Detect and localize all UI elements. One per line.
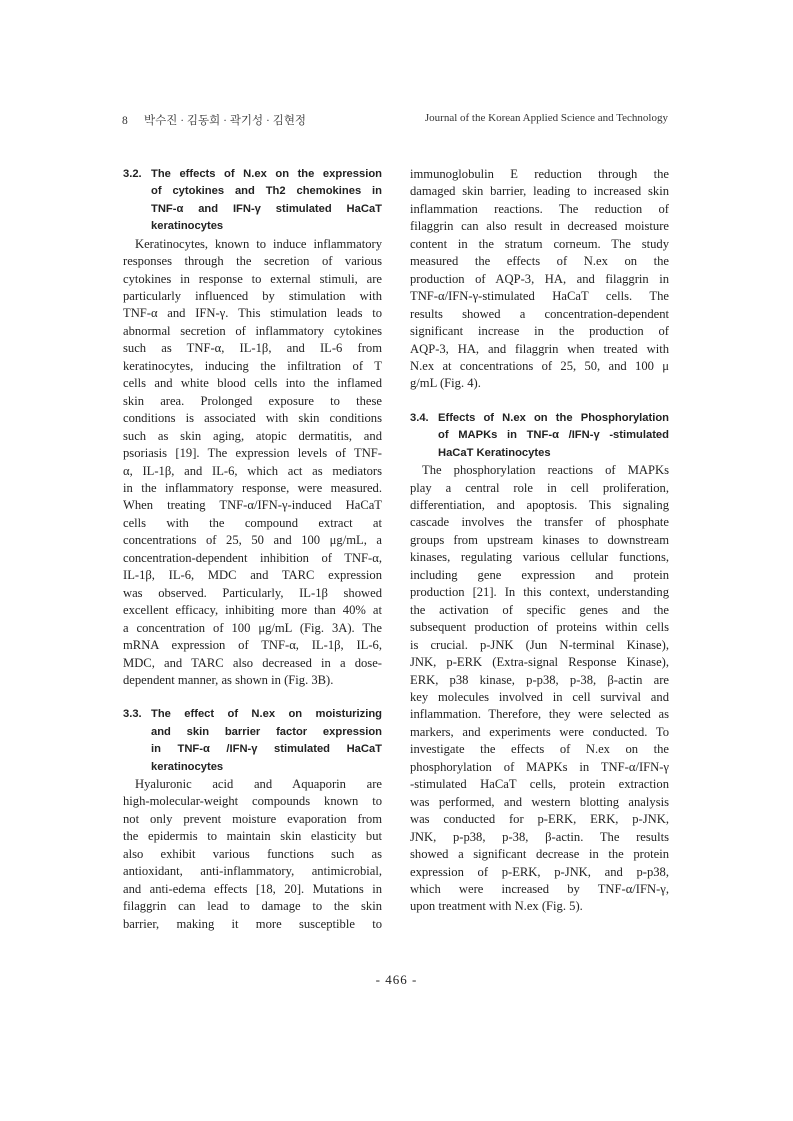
heading-line: The effect of N.ex on moisturizing — [151, 708, 382, 721]
text-line: IL-1β, IL-6, MDC and TARC expression — [123, 568, 382, 583]
text-line: play a central role in cell proliferation, — [410, 480, 669, 495]
text-line: N.ex at concentrations of 25, 50, and 100 μ — [410, 358, 669, 373]
text-line: showed a significant decrease in the protein — [410, 847, 669, 862]
text-line: conditions is associated with skin conditions — [123, 411, 382, 426]
text-line: significant increase in the production of — [410, 324, 669, 339]
text-line: JNK, p-ERK (Extra-signal Response Kinase), — [410, 655, 669, 670]
heading-line: keratinocytes — [151, 760, 224, 773]
text-line: differentiation, and apoptosis. This signaling — [410, 498, 669, 513]
text-line: investigate the effects of N.ex on the — [410, 742, 669, 757]
text-line: cells and white blood cells into the inflamed — [123, 376, 382, 391]
running-head-left — [122, 112, 306, 128]
section-3-4-heading — [410, 410, 669, 462]
text-line: content in the stratum corneum. The study — [410, 236, 669, 251]
text-line: not only prevent moisture evaporation from — [123, 811, 382, 826]
text-line: markers, and experiments were conducted. To — [410, 724, 669, 739]
text-line: such as skin aging, atopic dermatitis, and — [123, 428, 382, 443]
text-line: was performed, and western blotting analysis — [410, 794, 669, 809]
text-line: also exhibit various functions such as — [123, 846, 382, 861]
text-line: subsequent production of proteins within cells — [410, 620, 669, 635]
section-3-2-body — [123, 236, 382, 690]
text-line: groups from upstream kinases to downstream — [410, 532, 669, 547]
text-line: such as TNF-α, IL-1β, and IL-6 from — [123, 341, 382, 356]
text-line: TNF-α and IFN-γ. This stimulation leads to — [123, 306, 382, 321]
text-line: which were increased by TNF-α/IFN-γ, — [410, 881, 669, 896]
text-line: cascade involves the transfer of phosphate — [410, 515, 669, 530]
text-line: in the inflammatory response, were measured. — [123, 480, 382, 495]
right-column — [410, 166, 669, 916]
left-column — [123, 166, 382, 933]
text-line: excellent efficacy, inhibiting more than 40% at — [123, 603, 382, 618]
text-line: keratinocytes, inducing the infiltration of T — [123, 358, 382, 373]
text-line: results showed a concentration-dependent — [410, 306, 669, 321]
text-line: key molecules involved in cell survival and — [410, 690, 669, 704]
heading-line: The effects of N.ex on the expression — [151, 168, 382, 180]
journal-title: Journal of the Korean Applied Science and Technology — [424, 112, 668, 124]
text-line: concentrations of 25, 50 and 100 μg/mL, a — [123, 533, 382, 548]
text-line: filaggrin can also result in decreased moisture — [410, 219, 669, 234]
section-number: 3.2. — [123, 168, 142, 180]
text-line: Hyaluronic acid and Aquaporin are — [135, 777, 382, 792]
section-number: 3.4. — [410, 411, 429, 424]
heading-line: TNF-α and IFN-γ stimulated HaCaT — [151, 202, 382, 215]
text-line: cytokines in response to external stimuli, are — [123, 271, 382, 286]
text-line: measured the effects of N.ex on the — [410, 254, 669, 269]
page-folio: 8 — [122, 115, 128, 127]
section-3-4-body — [410, 462, 669, 916]
text-line: g/mL (Fig. 4). — [410, 376, 481, 391]
text-line: high-molecular-weight compounds known to — [123, 794, 382, 809]
text-line: α, IL-1β, and IL-6, which act as mediators — [123, 463, 382, 478]
text-line: -stimulated HaCaT cells, protein extraction — [410, 777, 669, 792]
heading-line: of cytokines and Th2 chemokines in — [151, 185, 382, 198]
text-line: phosphorylation of MAPKs in TNF-α/IFN-γ — [410, 759, 669, 774]
text-line: production [21]. In this context, understanding — [410, 585, 669, 600]
text-line: immunoglobulin E reduction through the — [410, 167, 669, 181]
text-line: filaggrin can lead to damage to the skin — [123, 899, 382, 914]
section-3-3-heading — [123, 706, 382, 776]
text-line: responses through the secretion of various — [123, 254, 382, 269]
text-line: the epidermis to maintain skin elasticity but — [123, 829, 382, 844]
section-number: 3.3. — [123, 708, 142, 721]
text-line: mRNA expression of TNF-α, IL-1β, IL-6, — [123, 638, 382, 653]
text-line: The phosphorylation reactions of MAPKs — [422, 463, 669, 478]
text-line: was conducted for p-ERK, ERK, p-JNK, — [410, 812, 669, 827]
heading-line: of MAPKs in TNF-α /IFN-γ -stimulated — [438, 429, 669, 442]
text-line: kinases, regulating various cellular functions, — [410, 550, 669, 565]
text-line: inflammation. Therefore, they were selected as — [410, 707, 669, 722]
text-line: damaged skin barrier, leading to increased skin — [410, 184, 669, 199]
text-line: a concentration of 100 μg/mL (Fig. 3A). The — [123, 620, 382, 635]
text-line: antioxidant, anti-inflammatory, antimicrobial, — [123, 864, 382, 879]
text-line: MDC, and TARC also decreased in a dose- — [123, 655, 382, 670]
running-head — [122, 112, 668, 128]
heading-line: HaCaT Keratinocytes — [438, 446, 551, 459]
text-line: including gene expression and protein — [410, 567, 669, 582]
text-line: cells with the compound extract at — [123, 515, 382, 530]
text-line: abnormal secretion of inflammatory cytokines — [123, 323, 382, 338]
text-line: ERK, p38 kinase, p-p38, p-38, β-actin are — [410, 672, 669, 687]
text-line: is crucial. p-JNK (Jun N-terminal Kinase), — [410, 637, 669, 652]
text-line: the activation of specific genes and the — [410, 602, 669, 617]
text-line: expression of p-ERK, p-JNK, and p-p38, — [410, 864, 669, 879]
heading-line: in TNF-α /IFN-γ stimulated HaCaT — [151, 743, 382, 756]
text-line: production of AQP-3, HA, and filaggrin in — [410, 271, 669, 286]
text-line: skin area. Prolonged exposure to these — [123, 393, 382, 408]
page-number: - 466 - — [375, 972, 418, 987]
text-line: inflammation reactions. The reduction of — [410, 201, 669, 216]
text-line: When treating TNF-α/IFN-γ-induced HaCaT — [123, 498, 382, 513]
heading-line: Effects of N.ex on the Phosphorylation — [438, 411, 669, 424]
text-line: upon treatment with N.ex (Fig. 5). — [410, 899, 583, 914]
text-line: concentration-dependent inhibition of TNF-α, — [123, 550, 382, 565]
section-3-3-body — [123, 776, 382, 933]
section-3-2-heading — [123, 166, 382, 236]
text-line: AQP-3, HA, and filaggrin when treated with — [410, 341, 669, 356]
heading-line: keratinocytes — [151, 220, 224, 233]
text-line: particularly influenced by stimulation with — [123, 288, 382, 303]
text-line: TNF-α/IFN-γ-stimulated HaCaT cells. The — [410, 289, 669, 304]
heading-line: and skin barrier factor expression — [151, 725, 382, 738]
text-line: Keratinocytes, known to induce inflammatory — [135, 236, 382, 251]
text-line: was observed. Particularly, IL-1β showed — [123, 585, 382, 600]
text-line: psoriasis [19]. The expression levels of TNF- — [123, 446, 382, 461]
author-list: 박수진 · 김동희 · 곽기성 · 김현정 — [144, 115, 307, 127]
text-line: barrier, making it more susceptible to — [123, 916, 382, 931]
text-line: JNK, p-p38, p-38, β-actin. The results — [410, 829, 669, 844]
text-line: and anti-edema effects [18, 20]. Mutations in — [123, 881, 382, 896]
section-3-3-body-continued — [410, 166, 669, 393]
text-line: dependent manner, as shown in (Fig. 3B). — [123, 672, 334, 687]
